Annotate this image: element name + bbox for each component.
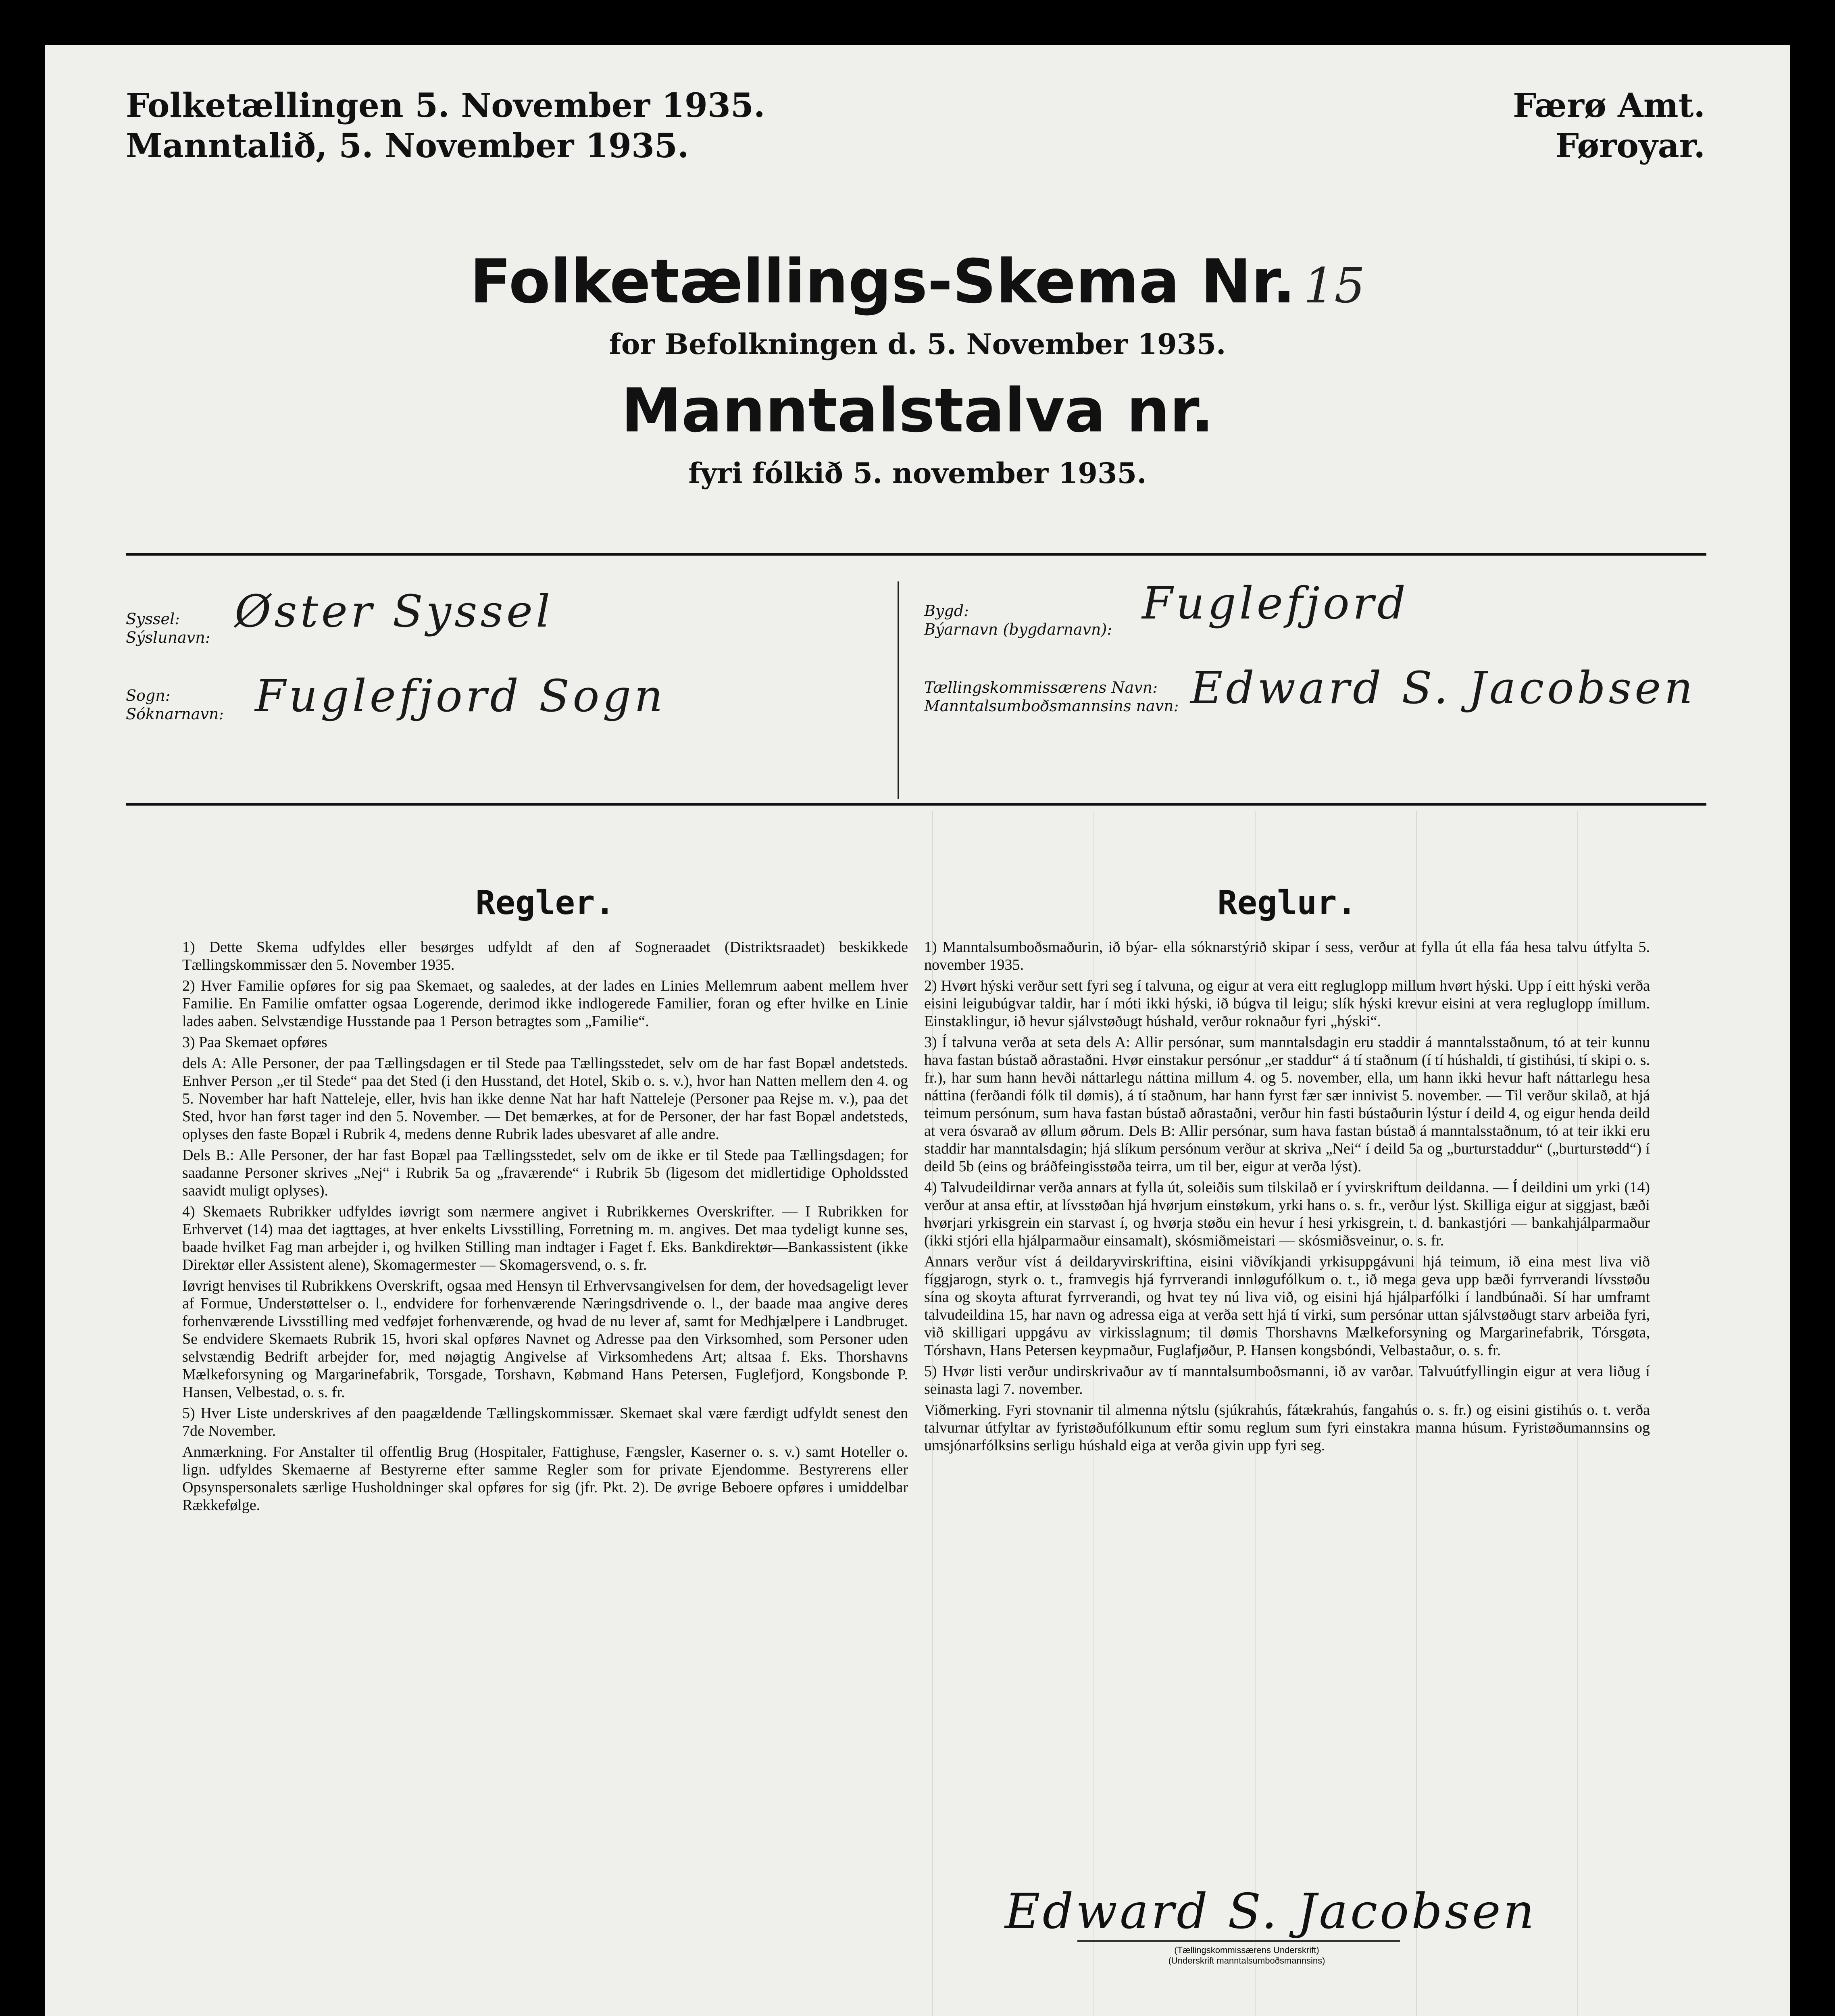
header-left — [126, 85, 765, 166]
skema-title-text: Folketællings-Skema Nr. — [470, 247, 1296, 317]
syssel-label — [126, 610, 210, 647]
regler-paragraph: 1) Dette Skema udfyldes eller besørges udfyldt af den af Sogneraadet (Distriktsraadet) beskikkede Tællingskommissær den 5. November 1935. — [182, 939, 908, 973]
kommissaer-label-da: Tællingskommissærens Navn: — [924, 679, 1158, 696]
skema-title — [45, 247, 1790, 317]
divider-vertical — [898, 581, 899, 799]
header-right — [1513, 85, 1705, 166]
regler-column — [182, 884, 908, 1517]
skema-number: 15 — [1303, 258, 1365, 314]
header-region-fo: Føroyar. — [1555, 127, 1705, 165]
regler-paragraph: 2) Hver Familie opføres for sig paa Skemaet, og saaledes, at der lades en Linies Mellemrum aabent mellem hver Familie. En Familie omfatter ogsaa Logerende, derimod ikke indlogerede Familier, foran og efter hvilke en Linie lades aaben. Selvstændige Husstande paa 1 Person betragtes som „Familie“. — [182, 977, 908, 1030]
bygd-label — [924, 602, 1112, 639]
reglur-paragraph: Annars verður víst á deildaryvirskriftina, eisini viðvíkjandi yrkisuppgávuni hjá teimum, ið eina mest liva við fíggjarogn, styrk o. t., framvegis hjá fyrrverandi innløgufólkum o. t., ið mega geva upp bæði fyrrverandi lívsstøðu sína og skoyta afturat fyrrverandi, og hvat tey nú liva við, og eisini hjá hjálparfólki í landbúnaði. Sí har umframt talvudeildina 15, har navn og adressa eiga at verða sett hjá tí virki, sum persónar uttan sjálvstøðugt starv arbeiða fyri, við skilligari uppgávu av virkisslagnum; til dømis Thorshavns Mælkeforsyning og Margarinefabrik, Tórsgøta, Tórshavn, Hans Petersen keypmaður, Fuglafjøður, P. Hansen kongsbóndi, Velbastaður, o. s. fr. — [924, 1253, 1650, 1359]
header-region-da: Færø Amt. — [1513, 86, 1705, 125]
regler-paragraph: 5) Hver Liste underskrives af den paagældende Tællingskommissær. Skemaet skal være færdigt udfyldt senest den 7de November. — [182, 1405, 908, 1439]
sogn-label-fo: Sóknarnavn: — [126, 705, 224, 723]
regler-paragraph: Iøvrigt henvises til Rubrikkens Overskrift, ogsaa med Hensyn til Erhvervsangivelsen for dem, der hovedsageligt lever af Formue, Understøttelser o. l., endvidere for forhenværende Næringsdrivende o. l., der baade maa angive deres forhenværende Livsstilling med vedføjet forhenværende, og hvad de nu lever af, samt for Medhjælpere i Landbruget. Se endvidere Skemaets Rubrik 15, hvori skal opføres Navnet og Adresse paa den Virksomhed, som Personer uden selvstændig Bedrift arbejder for, med nøjagtig Angivelse af Virksomhedens Art; altsaa f. Eks. Thorshavns Mælkeforsyning og Margarinefabrik, Torsgade, Torshavn, Købmand Hans Petersen, Fuglefjord, Kongsbonde P. Hansen, Velbestad, o. s. fr. — [182, 1277, 908, 1401]
regler-paragraph: Dels B.: Alle Personer, der har fast Bopæl paa Tællingsstedet, selv om de ikke er til Stede paa Tællingsdagen; for saadanne Personer skrives „Nej“ i Rubrik 5a og „fraværende“ i Rubrik 5b (ligesom det midlertidige Opholdssted saavidt muligt oplyses). — [182, 1147, 908, 1199]
signature-line — [1077, 1940, 1400, 1942]
regler-heading: Regler. — [475, 884, 615, 922]
reglur-heading: Reglur. — [1217, 884, 1357, 922]
kommissaer-value: Edward S. Jacobsen — [1190, 662, 1696, 714]
signature-caption — [1094, 1945, 1400, 1966]
kommissaer-label — [924, 678, 1179, 715]
census-form-page — [45, 45, 1790, 2016]
reglur-paragraph: 3) Í talvuna verða at seta dels A: Allir persónar, sum manntalsdagin eru staddir á manntalsstaðnum, tó at teir kunnu hava fastan bústað aðrastaðni. Hvør einstakur persónur „er staddur“ á tí staðnum (í tí húshaldi, tí gistihúsi, tí skipi o. s. fr.), har sum hann hevði náttarlegu náttina millum 4. og 5. november, ella, um hann ikki hevur haft náttarlegu hesa náttina (ferðandi fólk til dømis), á tí staðnum, har hann fyrst fær sær innivist 5. november. — Til verður skilað, at hjá teimum persónum, sum hava fastan bústað aðrastaðni, verður hin fasti bústaðurin lýstur í deild 4, og eigur henda deild at vera ósvarað av øllum øðrum. Dels B: Allir persónar, sum hava fastan bústað á manntalsstaðnum, tó at teir ikki eru staddir har manntalsdagin; hjá slíkum persónum verður at skriva „Nei“ í deild 5a og „burturstaddur“ („burturstødd“) í deild 5b (eins og bráðfeingisstøða teirra, um til ber, eigur at verða lýst). — [924, 1034, 1650, 1175]
regler-paragraph: 3) Paa Skemaet opføres — [182, 1034, 327, 1051]
regler-paragraph: dels A: Alle Personer, der paa Tællingsdagen er til Stede paa Tællingsstedet, selv om de har fast Bopæl andetsteds. Enhver Person „er til Stede“ paa det Sted (i den Husstand, det Hotel, Skib o. s. v.), hvor han Natten mellem den 4. og 5. November har haft Natteleje, eller, hvis han ikke denne Nat har haft Natteleje (Personer paa Rejse m. v.), paa det Sted, hvor han først tager ind den 5. November. — Det bemærkes, at for de Personer, der har fast Bopæl andetsteds, oplyses den faste Bopæl i Rubrik 4, medens denne Rubrik lades ubesvaret af alle andre. — [182, 1055, 908, 1143]
sogn-value: Fuglefjord Sogn — [255, 670, 666, 722]
regler-paragraph: Anmærkning. For Anstalter til offentlig Brug (Hospitaler, Fattighuse, Fængsler, Kaserner o. s. v.) samt Hoteller o. lign. udfyldes Skemaerne af Bestyrerne efter samme Regler som for private Ejendomme. Bestyrerens eller Opsynspersonalets særlige Husholdninger skal opføres for sig (jfr. Pkt. 2). De øvrige Beboere opføres i umiddelbar Rækkefølge. — [182, 1443, 908, 1514]
sogn-label — [126, 686, 224, 723]
bygd-value: Fuglefjord — [1142, 577, 1409, 629]
fyri-folkid-line: fyri fólkið 5. november 1935. — [688, 456, 1147, 490]
kommissaer-label-fo: Manntalsumboðsmannsins navn: — [924, 697, 1179, 715]
divider-top — [126, 553, 1706, 556]
regler-paragraph: 4) Skemaets Rubrikker udfyldes iøvrigt som nærmere angivet i Rubrikkernes Overskrifter. — I Rubrikken for Erhvervet (14) maa det iagttages, at hver enkelts Livsstilling, Forretning m. m. angives. Det maa tydeligt kunne ses, baade hvilket Fag man arbejder i, og hvilken Stilling man indtager i Faget f. Eks. Bankdirektør—Bankassistent (ikke Direktør eller Assistent alene), Skomagermester — Skomagersvend, o. s. fr. — [182, 1203, 908, 1273]
header-census-title-da: Folketællingen 5. November 1935. — [126, 86, 765, 125]
bygd-label-fo: Býarnavn (bygdarnavn): — [924, 621, 1112, 638]
reglur-paragraph: 5) Hvør listi verður undirskrivaður av tí manntalsumboðsmanni, ið av varðar. Talvuútfyllingin eigur at vera liðug í seinasta lagi 7. november. — [924, 1363, 1650, 1397]
divider-bottom — [126, 803, 1706, 806]
header-census-title-fo: Manntalið, 5. November 1935. — [126, 127, 689, 165]
handwritten-signature: Edward S. Jacobsen — [1005, 1884, 1537, 1940]
reglur-column — [924, 884, 1650, 1458]
bygd-label-da: Bygd: — [924, 602, 969, 620]
reglur-paragraph: Viðmerking. Fyri stovnanir til almenna nýtslu (sjúkrahús, fátækrahús, fangahús o. s. fr.) og eisini gistihús o. t. verða talvurnar útfyltar av fyristøðufólkunum eftir somu reglum sum fyri einstakra manna húsum. Fyristøðumannsins og umsjónarfólksins serligu húshald eiga at verða givin upp fyri seg. — [924, 1402, 1650, 1454]
syssel-label-fo: Sýslunavn: — [126, 629, 210, 646]
manntal-title: Manntalstalva nr. — [621, 376, 1214, 446]
syssel-value: Øster Syssel — [235, 585, 554, 637]
reglur-paragraph: 2) Hvørt hýski verður sett fyri seg í talvuna, og eigur at vera eitt regluglopp millum hvørt hýski. Upp í eitt hýski verða eisini leigubúgvar taldir, har í móti ikki hýski, ið búgva til leigu; slík hýski krevur eisini at vera regluglopp ímillum. Einstaklingur, ið hevur sjálvstøðugt húshald, verður roknaður fyri „hýski“. — [924, 977, 1650, 1030]
sogn-label-da: Sogn: — [126, 687, 171, 704]
reglur-paragraph: 4) Talvudeildirnar verða annars at fylla út, soleiðis sum tilskilað er í yvirskriftum deildanna. — Í deildini um yrki (14) verður at ansa eftir, at lívsstøðan hjá hvørjum einstøkum, yrki hans o. s. fr., verður lýst. Skilliga eigur at siggjast, bæði hvørjari yrkisgrein ein starvast í, og hvørja støðu ein hevur í hesi yrkisgrein, t. d. bankastjóri — bankahjálparmaður (ikki stjóri ella hjálparmaður einsamalt), skósmiðmeistari — skósmiðsveinur, o. s. fr. — [924, 1179, 1650, 1249]
for-population-line: for Befolkningen d. 5. November 1935. — [609, 327, 1226, 361]
syssel-label-da: Syssel: — [126, 610, 180, 628]
signature-caption-da: (Tællingskommissærens Underskrift) — [1174, 1945, 1319, 1955]
signature-caption-fo: (Underskrift manntalsumboðsmannsins) — [1168, 1956, 1325, 1966]
reglur-paragraph: 1) Manntalsumboðsmaðurin, ið býar- ella sóknarstýrið skipar í sess, verður at fylla út ella fáa hesa talvu útfylta 5. november 1935. — [924, 939, 1650, 973]
